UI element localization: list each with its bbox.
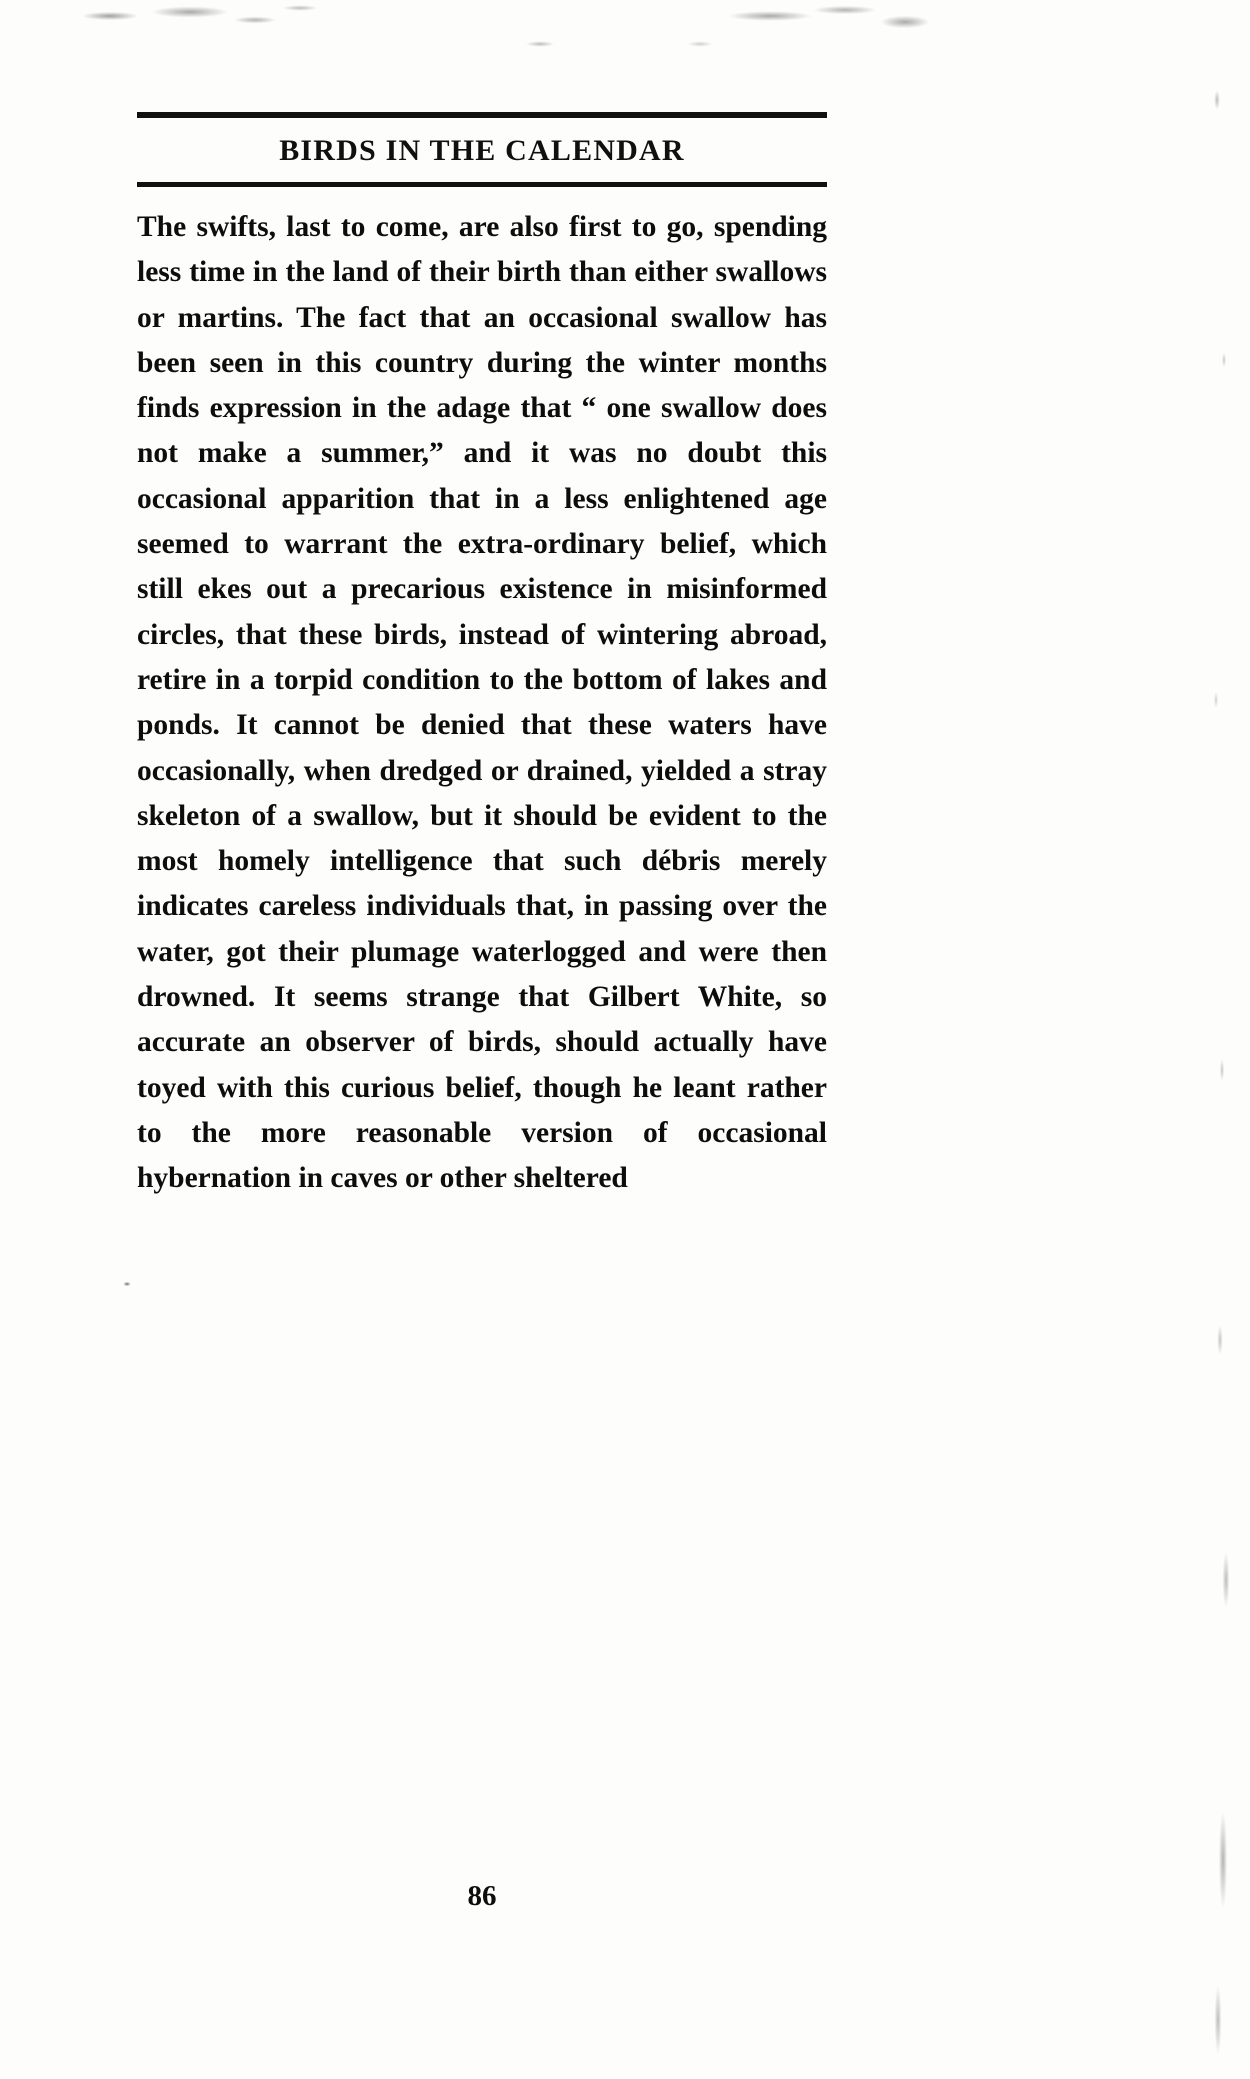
scan-noise-top [0, 0, 1250, 70]
scan-noise-right-edge [1190, 60, 1250, 2079]
header-rule-bottom [137, 182, 827, 187]
body-paragraph: The swifts, last to come, are also first to go, spending less time in the land of their birth than either swallows or martins. The fact that an occasional swallow has been seen in this country during the winter months finds expression in the adage that “ one swallow does not make a summer,” and it was no doubt this occasional apparition that in a less enlightened age seemed to warrant the extra-ordinary belief, which still ekes out a precarious existence in misinformed circles, that these birds, instead of wintering abroad, retire in a torpid condition to the bottom of lakes and ponds. It cannot be denied that these waters have occasionally, when dredged or drained, yielded a stray skeleton of a swallow, but it should be evident to the most homely intelligence that such débris merely indicates careless individuals that, in passing over the water, got their plumage waterlogged and were then drowned. It seems strange that Gilbert White, so accurate an observer of birds, should actually have toyed with this curious belief, though he leant rather to the more reasonable version of occasional hybernation in caves or other sheltered [137, 211, 827, 1195]
body-text-block [137, 205, 827, 1202]
scan-speck-left-margin [118, 1280, 136, 1288]
running-head: BIRDS IN THE CALENDAR [279, 134, 685, 167]
page-content [137, 112, 827, 1202]
page-number: 86 [467, 1880, 497, 1912]
